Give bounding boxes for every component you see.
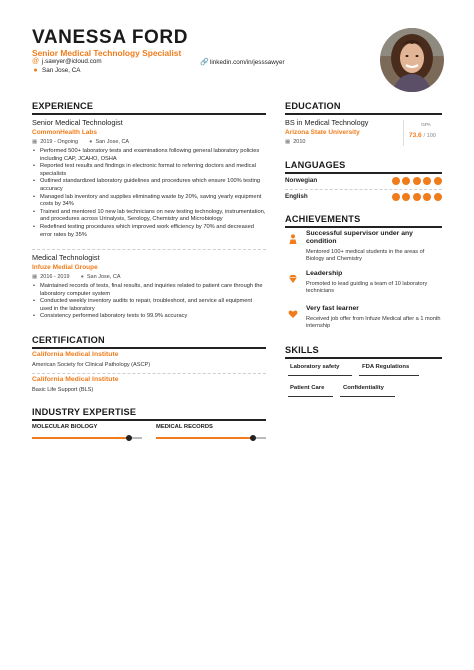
expertise-bar-knob: [126, 435, 132, 441]
heart-icon: [288, 306, 298, 316]
at-icon: @: [32, 58, 40, 65]
skill-underline: [288, 375, 352, 376]
calendar-icon: ▦: [285, 139, 291, 145]
link-icon: 🔗: [200, 59, 209, 66]
expertise-label: MEDICAL RECORDS: [156, 424, 213, 430]
expertise-label: MOLECULAR BIOLOGY: [32, 424, 98, 430]
skills-heading: SKILLS: [285, 345, 319, 355]
achievements-rule: [285, 226, 442, 228]
calendar-icon: ▦: [32, 139, 38, 145]
gpa-score: 73.6: [409, 132, 422, 139]
job-role: Medical Technologist: [32, 253, 100, 262]
industry-heading: INDUSTRY EXPERTISE: [32, 407, 137, 417]
gpa-value: [409, 132, 436, 139]
location-pin-icon: ●: [89, 139, 93, 145]
certification-rule: [32, 347, 266, 349]
industry-rule: [32, 419, 266, 421]
level-dot: [423, 193, 431, 201]
level-dot: [392, 177, 400, 185]
list-item: • Outlined standardized laboratory guidelines and procedures which ensure 100% testing accuracy: [32, 178, 266, 193]
list-item: • Conducted weekly inventory audits to repair, troubleshoot, and service all equipment used in the laboratory: [32, 298, 266, 313]
certification-heading: CERTIFICATION: [32, 335, 105, 345]
language-name: Norwegian: [285, 177, 318, 184]
linkedin-text: linkedin.com/in/jesssawyer: [210, 58, 285, 66]
expertise-bar-fill: [32, 437, 129, 439]
skills-rule: [285, 357, 442, 359]
level-dot: [434, 193, 442, 201]
language-name: English: [285, 193, 308, 200]
experience-heading: EXPERIENCE: [32, 101, 94, 111]
location-pin-icon: ●: [80, 274, 84, 280]
job-role: Senior Medical Technologist: [32, 118, 123, 127]
achievement-title: Very fast learner: [306, 305, 359, 312]
education-school: Arizona State University: [285, 129, 360, 136]
profile-photo: [380, 28, 444, 92]
job-location: San Jose, CA: [86, 274, 121, 280]
gpa-separator: [403, 120, 404, 146]
level-dot: [413, 177, 421, 185]
list-item: • Managed lab inventory and supplies eliminating waste by 20%, saving yearly equipment costs by 34%: [32, 194, 266, 209]
skill-tag: Laboratory safety: [290, 364, 340, 370]
language-level: [392, 193, 442, 201]
job-dates: 2016 - 2019: [40, 274, 70, 280]
cert-issuer: California Medical Institute: [32, 376, 119, 383]
education-meta: [285, 139, 305, 145]
expertise-bar-fill: [156, 437, 253, 439]
level-dot: [402, 177, 410, 185]
divider: [285, 189, 442, 190]
email-text: j.sawyer@icloud.com: [42, 58, 102, 65]
divider: [32, 249, 266, 250]
job-meta: [32, 274, 121, 280]
gpa-label: GPA: [421, 123, 431, 128]
level-dot: [392, 193, 400, 201]
education-degree: BS in Medical Technology: [285, 118, 369, 127]
achievements-heading: ACHIEVEMENTS: [285, 214, 361, 224]
job-bullets: [32, 148, 266, 239]
education-heading: EDUCATION: [285, 101, 341, 111]
achievement-title: Successful supervisor under any condition: [306, 230, 413, 246]
candidate-name: VANESSA FORD: [32, 27, 189, 48]
expertise-bar-knob: [250, 435, 256, 441]
job-location: San Jose, CA: [95, 139, 130, 145]
diamond-icon: [288, 271, 298, 281]
contact-location: [32, 67, 81, 74]
cert-description: American Society for Clinical Pathology (ASCP): [32, 362, 151, 368]
achievement-description: Received job offer from Infuze Medical after a 1 month internship: [306, 316, 441, 330]
level-dot: [434, 177, 442, 185]
languages-heading: LANGUAGES: [285, 160, 346, 170]
job-company: Infuze Medial Groupe: [32, 264, 98, 271]
gpa-max: / 100: [423, 133, 436, 139]
achievement-description: Mentored 100+ medical students in the areas of Biology and Chemistry: [306, 249, 425, 263]
languages-rule: [285, 172, 442, 174]
skill-tag: FDA Regulations: [362, 364, 410, 370]
person-award-icon: [288, 231, 298, 241]
skill-underline: [359, 375, 419, 376]
list-item: • Reported test results and findings in electronic format to referring doctors and medical specialists: [32, 163, 266, 178]
contact-linkedin[interactable]: [200, 58, 285, 66]
list-item: • Maintained records of tests, final results, and inquiries related to patient care through the laboratory computer system: [32, 283, 266, 298]
calendar-icon: ▦: [32, 274, 38, 280]
skill-underline: [288, 396, 333, 397]
list-item: • Performed 500+ laboratory tests and examinations following general laboratory policies including CAP, JCAHO, OSHA: [32, 148, 266, 163]
contact-email[interactable]: [32, 58, 102, 65]
achievement-description: Promoted to lead guiding a team of 10 laboratory technicians: [306, 281, 428, 295]
list-item: • Redefined testing procedures which improved work efficiency by 70% and decreased error rates by 35%: [32, 224, 266, 239]
language-level: [392, 177, 442, 185]
location-text: San Jose, CA: [42, 67, 81, 74]
job-bullets: [32, 283, 266, 321]
level-dot: [413, 193, 421, 201]
list-item: • Consistency performed laboratory tests to 99.9% accuracy: [32, 313, 266, 321]
cert-issuer: California Medical Institute: [32, 351, 119, 358]
education-rule: [285, 113, 442, 115]
divider: [32, 373, 266, 374]
candidate-headline: Senior Medical Technology Specialist: [32, 48, 182, 58]
experience-rule: [32, 113, 266, 115]
skill-underline: [340, 396, 395, 397]
list-item: • Trained and mentored 10 new lab technicians on new testing technology, instrumentation, and procedures across Urinalysis, Serology, Chemistry and Microbiology: [32, 209, 266, 224]
education-year: 2010: [293, 139, 306, 145]
skill-tag: Confidentiality: [343, 385, 384, 391]
level-dot: [423, 177, 431, 185]
level-dot: [402, 193, 410, 201]
job-company: CommonHealth Labs: [32, 129, 98, 136]
job-dates: 2019 - Ongoing: [40, 139, 79, 145]
job-meta: [32, 139, 129, 145]
location-pin-icon: ●: [33, 67, 38, 74]
skill-tag: Patient Care: [290, 385, 325, 391]
achievement-title: Leadership: [306, 270, 343, 277]
cert-description: Basic Life Support (BLS): [32, 387, 94, 393]
